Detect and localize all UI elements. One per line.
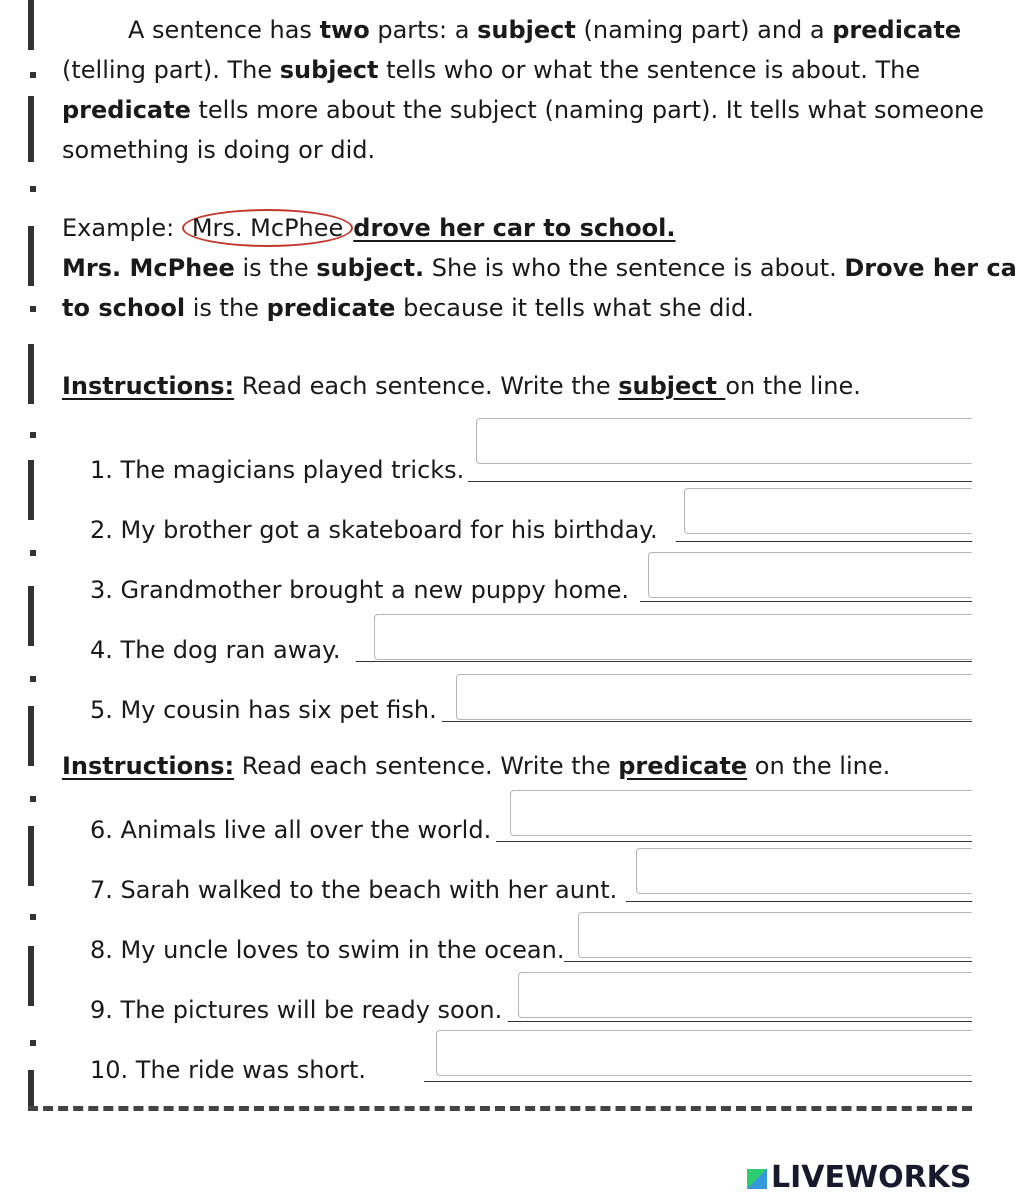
left-border <box>28 96 34 162</box>
left-border <box>28 344 34 404</box>
border-dot <box>30 1040 36 1046</box>
answer-input[interactable] <box>578 912 972 958</box>
border-dot <box>30 550 36 556</box>
left-border <box>28 460 34 520</box>
liveworksheets-logo: LIVEWORKS <box>747 1160 972 1195</box>
example-sentence: Example: Mrs. McPhee drove her car to school. <box>62 208 972 248</box>
left-border <box>28 826 34 886</box>
bottom-border <box>28 1106 972 1111</box>
answer-input[interactable] <box>436 1030 972 1076</box>
border-dot <box>30 72 36 78</box>
example-explanation-1: Mrs. McPhee is the subject. She is who the sentence is about. Drove her ca <box>62 254 1017 282</box>
instructions-predicate: Instructions: Read each sentence. Write the predicate on the line. <box>62 752 891 780</box>
answer-line <box>468 481 972 482</box>
intro-line-4: something is doing or did. <box>62 136 376 164</box>
answer-input[interactable] <box>510 790 972 836</box>
answer-line <box>356 661 972 662</box>
answer-line <box>442 721 972 722</box>
example-predicate: drove her car to school. <box>353 214 676 242</box>
left-border <box>28 0 34 50</box>
border-dot <box>30 432 36 438</box>
example-subject-circled: Mrs. McPhee <box>182 209 353 247</box>
border-dot <box>30 914 36 920</box>
left-border <box>28 946 34 1006</box>
answer-line <box>640 601 972 602</box>
answer-line <box>496 841 972 842</box>
left-border <box>28 226 34 286</box>
answer-input[interactable] <box>648 552 972 598</box>
answer-input[interactable] <box>684 488 972 534</box>
answer-input[interactable] <box>636 848 972 894</box>
instructions-subject: Instructions: Read each sentence. Write the subject on the line. <box>62 372 861 400</box>
liveworksheets-logo-icon <box>747 1169 767 1189</box>
border-dot <box>30 186 36 192</box>
example-explanation-2: to school is the predicate because it tells what she did. <box>62 294 754 322</box>
border-dot <box>30 306 36 312</box>
intro-line-3: predicate tells more about the subject (naming part). It tells what someone <box>62 96 985 124</box>
left-border <box>28 586 34 646</box>
answer-line <box>424 1081 972 1082</box>
left-border <box>28 706 34 766</box>
border-dot <box>30 676 36 682</box>
answer-input[interactable] <box>518 972 972 1018</box>
border-dot <box>30 796 36 802</box>
intro-line-2: (telling part). The subject tells who or what the sentence is about. The <box>62 56 921 84</box>
answer-input[interactable] <box>456 674 972 720</box>
answer-line <box>508 1021 972 1022</box>
left-border <box>28 1070 34 1110</box>
answer-input[interactable] <box>476 418 972 464</box>
intro-line-1: A sentence has two parts: a subject (naming part) and a predicate <box>128 16 962 44</box>
answer-input[interactable] <box>374 614 972 660</box>
answer-line <box>626 901 972 902</box>
answer-line <box>676 541 972 542</box>
answer-line <box>564 961 972 962</box>
